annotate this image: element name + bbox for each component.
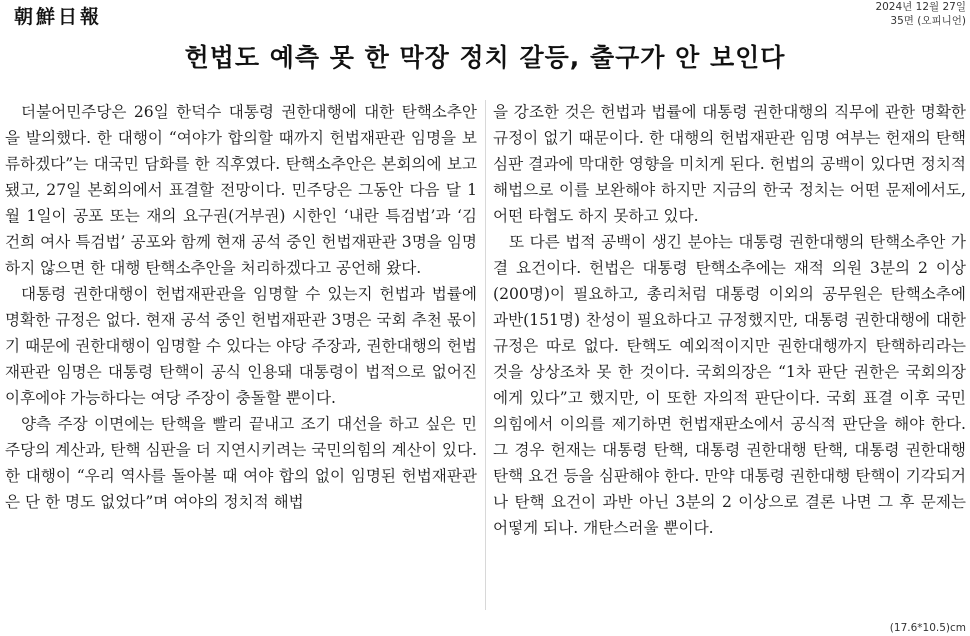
article-paragraph: 양측 주장 이면에는 탄핵을 빨리 끝내고 조기 대선을 하고 싶은 민주당의 계산과, 탄핵 심판을 더 지연시키려는 국민의힘의 계산이 있다. 한 대행이 “우리 역사를 돌아볼 때 여야 합의 없이 임명된 헌법재판관은 단 한 명도 없었다”며 여야의 정치적 해법	[5, 415, 477, 511]
article-headline: 헌법도 예측 못 한 막장 정치 갈등, 출구가 안 보인다	[184, 43, 786, 72]
article-paragraph: 더불어민주당은 26일 한덕수 대통령 권한대행에 대한 탄핵소추안을 발의했다. 한 대행이 “여야가 합의할 때까지 헌법재판관 임명을 보류하겠다”는 대국민 담화를 한 직후였다. 탄핵소추안은 본회의에 보고됐고, 27일 본회의에서 표결할 전망이다. 민주당은 그동안 다음 달 1월 1일이 공포 또는 재의 요구권(거부권) 시한인 ‘내란 특검법’과 ‘김건희 여사 특검법’ 공포와 함께 현재 공석 중인 헌법재판관 3명을 임명하지 않으면 한 대행 탄핵소추안을 처리하겠다고 공언해 왔다.	[5, 103, 477, 277]
article-paragraph: 을 강조한 것은 헌법과 법률에 대통령 권한대행의 직무에 관한 명확한 규정이 없기 때문이다. 한 대행의 헌법재판관 임명 여부는 헌재의 탄핵 심판 결과에 막대한 영향을 미치게 된다. 헌법의 공백이 있다면 정치적 해법으로 이를 보완해야 하지만 지금의 한국 정치는 어떤 문제에서도, 어떤 타협도 하지 못하고 있다.	[493, 103, 966, 225]
article-right-column	[493, 99, 966, 541]
newspaper-masthead: 朝鮮日報	[14, 6, 103, 28]
article-paragraph: 또 다른 법적 공백이 생긴 분야는 대통령 권한대행의 탄핵소추안 가결 요건이다. 헌법은 대통령 탄핵소추에는 재적 의원 3분의 2 이상(200명)이 필요하고, 총리처럼 대통령 이외의 공무원은 탄핵소추에 과반(151명) 찬성이 필요하다고 규정했지만, 대통령 권한대행에 대한 규정은 따로 없다. 탄핵도 예외적이지만 권한대행까지 탄핵하리라는 것을 상상조차 못 한 것이다. 국회의장은 “1차 판단 권한은 국회의장에게 있다”고 했지만, 이 또한 자의적 판단이다. 국회 표결 이후 국민의힘에서 이의를 제기하면 헌법재판소에서 공식적 판단을 해야 한다. 그 경우 헌재는 대통령 탄핵, 대통령 권한대행 탄핵, 대통령 권한대행 탄핵 요건 등을 심판해야 한다. 만약 대통령 권한대행 탄핵이 기각되거나 탄핵 요건이 과반 아닌 3분의 2 이상으로 결론 나면 그 후 문제는 어떻게 되나. 개탄스러울 뿐이다.	[493, 233, 966, 537]
issue-date: 2024년 12월 27일	[875, 1, 966, 13]
article-paragraph: 대통령 권한대행이 헌법재판관을 임명할 수 있는지 헌법과 법률에 명확한 규정은 없다. 현재 공석 중인 헌법재판관 3명은 국회 추천 몫이기 때문에 권한대행이 임명할 수 있다는 야당 주장과, 권한대행의 헌법재판관 임명은 대통령 탄핵이 공식 인용돼 대통령이 법적으로 없어진 이후에야 가능하다는 여당 주장이 충돌할 뿐이다.	[5, 285, 477, 407]
issue-meta	[875, 0, 966, 28]
page-section: 35면 (오피니언)	[890, 15, 966, 27]
article-left-column	[5, 99, 477, 515]
column-divider	[485, 100, 486, 610]
article-size-label: (17.6*10.5)cm	[889, 622, 966, 634]
